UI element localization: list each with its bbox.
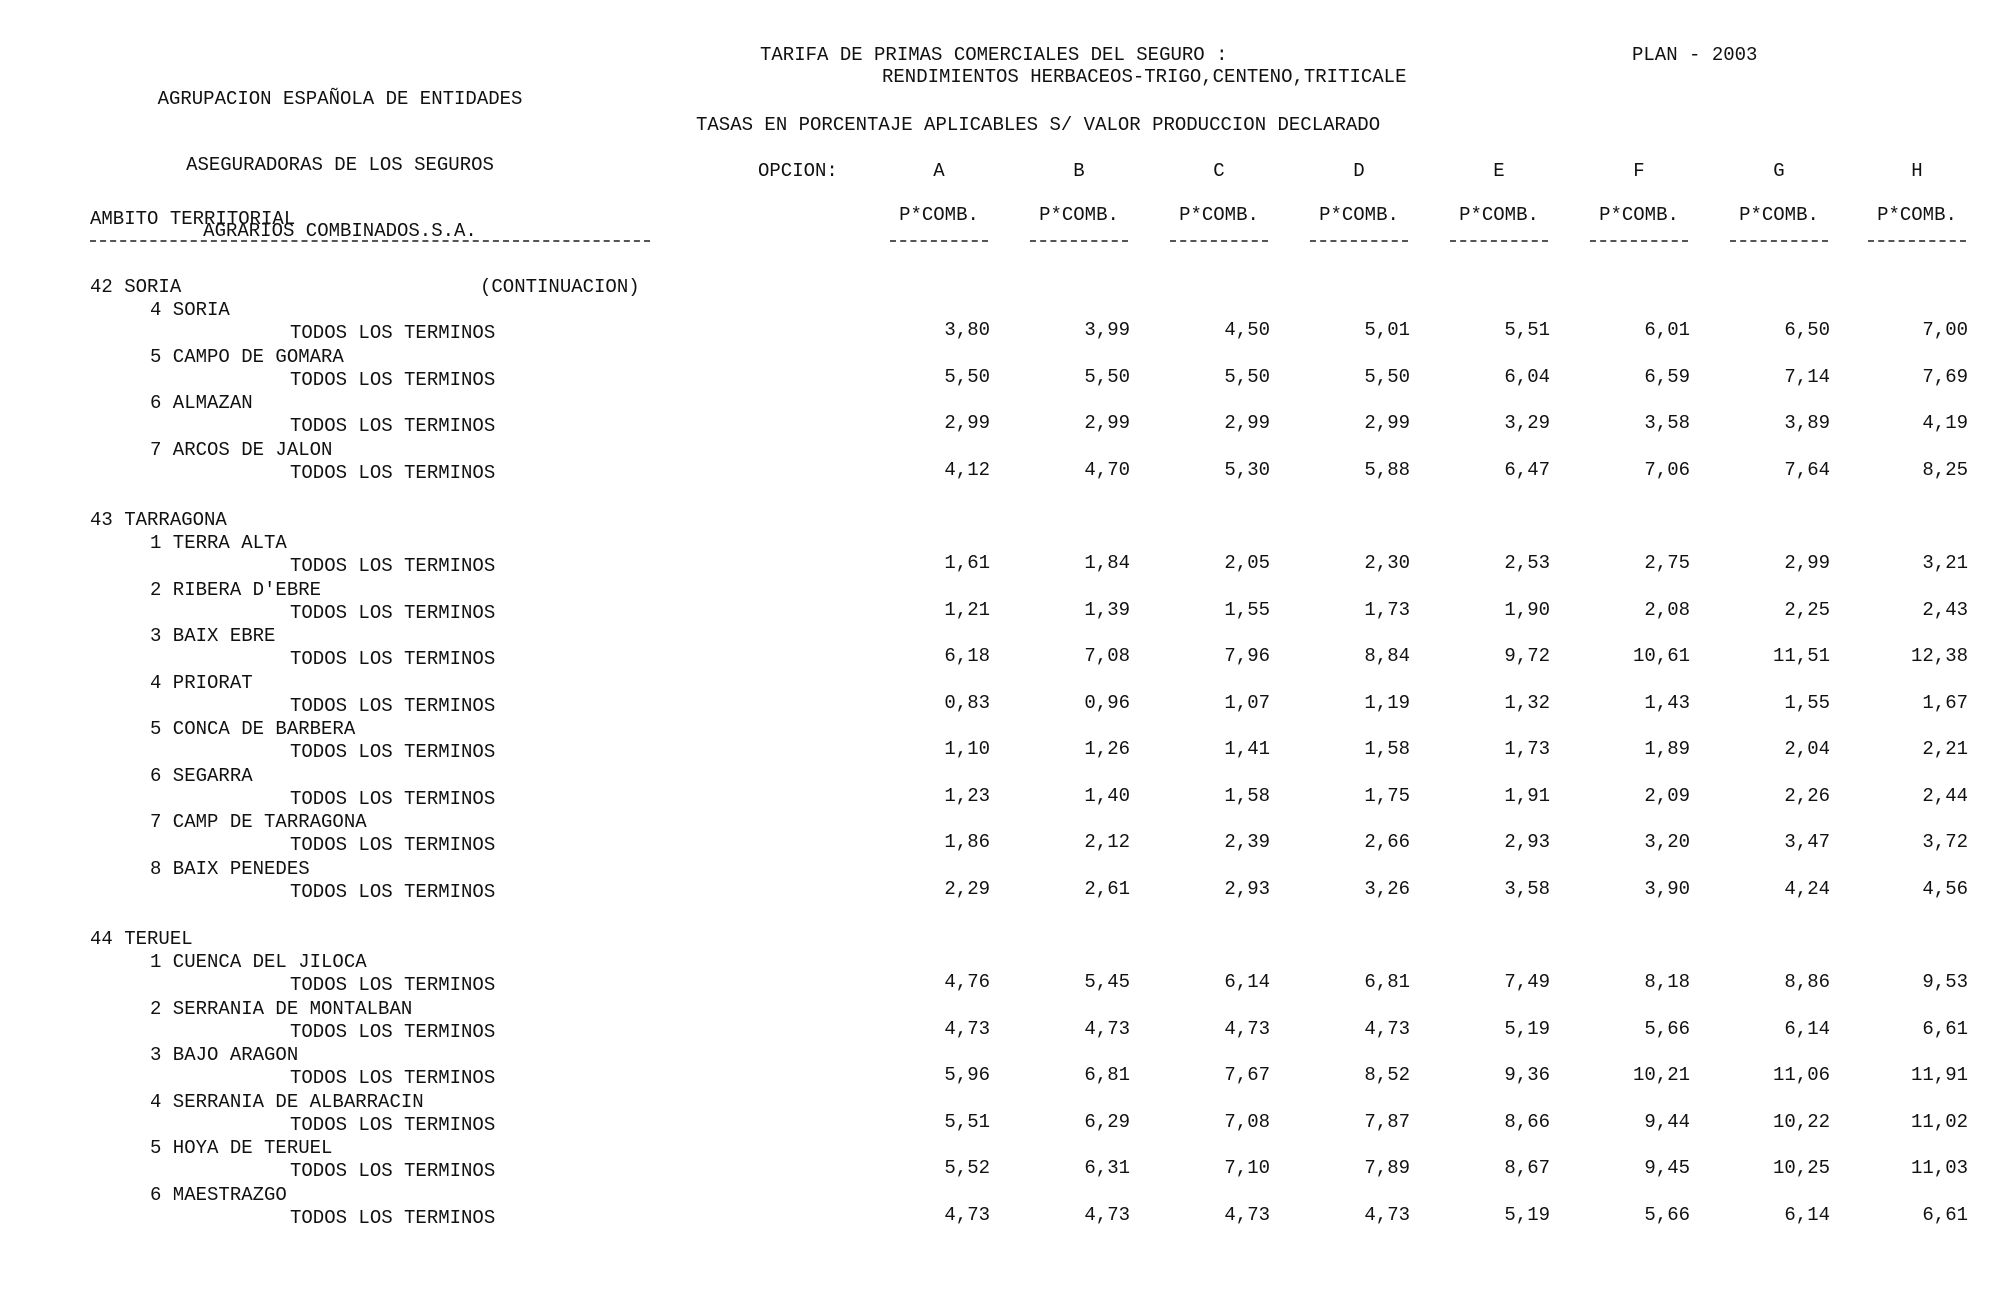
org-line-1: AGRUPACION ESPAÑOLA DE ENTIDADES xyxy=(157,88,523,110)
region-name: 3 BAIX EBRE xyxy=(150,625,276,647)
rate-cell-f: 6,01 xyxy=(1644,319,1690,341)
rate-cell-e: 3,29 xyxy=(1504,412,1550,434)
org-line-3: AGRARIOS COMBINADOS.S.A. xyxy=(203,220,477,242)
pcomb-header-b: P*COMB. xyxy=(1039,204,1119,226)
rate-cell-b: 1,26 xyxy=(1084,738,1130,760)
rate-cell-f: 1,89 xyxy=(1644,738,1690,760)
rate-cell-e: 2,53 xyxy=(1504,552,1550,574)
rate-cell-c: 4,73 xyxy=(1224,1017,1270,1040)
rate-cell-e: 3,58 xyxy=(1504,877,1550,900)
rate-cell-b: 4,73 xyxy=(1084,1203,1130,1226)
rate-cell-b: 2,61 xyxy=(1084,877,1130,900)
pcomb-header-g: P*COMB. xyxy=(1739,204,1819,226)
rate-cell-b: 1,84 xyxy=(1084,552,1130,574)
rate-cell-d: 1,73 xyxy=(1364,598,1410,621)
option-letter-c: C xyxy=(1213,160,1225,182)
rate-cell-h: 3,72 xyxy=(1922,831,1968,853)
rate-cell-h: 12,38 xyxy=(1910,645,1968,667)
rate-cell-c: 2,05 xyxy=(1224,552,1270,574)
rate-cell-g: 1,55 xyxy=(1784,691,1830,714)
opcion-label: OPCION: xyxy=(758,160,838,182)
rate-cell-a: 1,86 xyxy=(944,831,990,853)
province-heading: 44 TERUEL xyxy=(90,928,193,950)
rate-cell-e: 5,19 xyxy=(1504,1017,1550,1040)
rate-cell-f: 3,20 xyxy=(1644,831,1690,853)
pcomb-header-e: P*COMB. xyxy=(1459,204,1539,226)
rate-cell-c: 4,50 xyxy=(1224,319,1270,341)
terms-label: TODOS LOS TERMINOS xyxy=(290,322,496,344)
rate-cell-c: 2,99 xyxy=(1224,412,1270,434)
region-name: 1 TERRA ALTA xyxy=(150,532,287,554)
option-letter-e: E xyxy=(1493,160,1505,182)
rate-cell-a: 1,21 xyxy=(944,598,990,621)
rate-cell-g: 2,04 xyxy=(1784,738,1830,760)
rate-cell-b: 5,45 xyxy=(1084,971,1130,993)
rate-cell-a: 4,73 xyxy=(944,1203,990,1226)
rate-cell-c: 1,41 xyxy=(1224,738,1270,760)
pcomb-header-c: P*COMB. xyxy=(1179,204,1259,226)
rate-cell-f: 2,08 xyxy=(1644,598,1690,621)
rate-cell-g: 10,25 xyxy=(1772,1157,1830,1179)
rate-cell-h: 6,61 xyxy=(1922,1017,1968,1040)
rate-cell-f: 10,61 xyxy=(1632,645,1690,667)
terms-label: TODOS LOS TERMINOS xyxy=(290,368,496,391)
rate-cell-b: 7,08 xyxy=(1084,645,1130,667)
province-heading: 43 TARRAGONA xyxy=(90,509,227,531)
tarifa-subtitle: RENDIMIENTOS HERBACEOS-TRIGO,CENTENO,TRITICALE xyxy=(882,66,1407,88)
ambito-territorial-header: AMBITO TERRITORIAL xyxy=(90,208,296,230)
option-letter-d: D xyxy=(1353,160,1365,182)
rate-cell-d: 6,81 xyxy=(1364,971,1410,993)
region-name: 6 SEGARRA xyxy=(150,764,253,787)
rate-cell-e: 5,51 xyxy=(1504,319,1550,341)
rate-cell-d: 7,87 xyxy=(1364,1110,1410,1133)
rate-cell-c: 1,07 xyxy=(1224,691,1270,714)
pcomb-underline-f xyxy=(1590,240,1688,242)
region-name: 8 BAIX PENEDES xyxy=(150,857,310,880)
rate-cell-h: 11,02 xyxy=(1910,1110,1968,1133)
option-letter-h: H xyxy=(1911,160,1923,182)
terms-label: TODOS LOS TERMINOS xyxy=(290,415,496,437)
rate-cell-b: 3,99 xyxy=(1084,319,1130,341)
rate-cell-d: 8,84 xyxy=(1364,645,1410,667)
rate-cell-b: 2,12 xyxy=(1084,831,1130,853)
rate-cell-h: 6,61 xyxy=(1922,1203,1968,1226)
region-name: 7 CAMP DE TARRAGONA xyxy=(150,811,367,833)
rate-cell-d: 2,99 xyxy=(1364,412,1410,434)
rate-cell-f: 9,44 xyxy=(1644,1110,1690,1133)
rate-cell-f: 5,66 xyxy=(1644,1017,1690,1040)
rate-cell-c: 5,50 xyxy=(1224,365,1270,388)
rate-cell-f: 8,18 xyxy=(1644,971,1690,993)
rate-cell-d: 5,88 xyxy=(1364,458,1410,481)
rate-cell-c: 7,10 xyxy=(1224,1157,1270,1179)
rate-cell-d: 1,19 xyxy=(1364,691,1410,714)
rate-cell-f: 9,45 xyxy=(1644,1157,1690,1179)
region-name: 5 HOYA DE TERUEL xyxy=(150,1137,333,1159)
rate-cell-e: 8,66 xyxy=(1504,1110,1550,1133)
region-name: 4 SORIA xyxy=(150,299,230,321)
rate-cell-h: 4,56 xyxy=(1922,877,1968,900)
rate-cell-h: 7,00 xyxy=(1922,319,1968,341)
option-letter-b: B xyxy=(1073,160,1085,182)
rate-cell-d: 7,89 xyxy=(1364,1157,1410,1179)
terms-label: TODOS LOS TERMINOS xyxy=(290,601,496,624)
region-name: 7 ARCOS DE JALON xyxy=(150,438,333,461)
rate-cell-f: 2,75 xyxy=(1644,552,1690,574)
rate-cell-h: 11,03 xyxy=(1910,1157,1968,1179)
rate-cell-g: 3,47 xyxy=(1784,831,1830,853)
terms-label: TODOS LOS TERMINOS xyxy=(290,648,496,670)
rate-cell-c: 1,58 xyxy=(1224,784,1270,807)
rate-cell-g: 6,14 xyxy=(1784,1017,1830,1040)
region-name: 6 MAESTRAZGO xyxy=(150,1183,287,1206)
region-name: 5 CONCA DE BARBERA xyxy=(150,718,356,740)
tarifa-title: TARIFA DE PRIMAS COMERCIALES DEL SEGURO : xyxy=(760,44,1228,66)
rate-cell-a: 2,29 xyxy=(944,877,990,900)
rate-cell-c: 7,67 xyxy=(1224,1064,1270,1086)
organization-name xyxy=(90,44,590,264)
region-name: 3 BAJO ARAGON xyxy=(150,1044,299,1066)
rate-cell-f: 3,90 xyxy=(1644,877,1690,900)
pcomb-underline-b xyxy=(1030,240,1128,242)
rate-cell-d: 1,75 xyxy=(1364,784,1410,807)
rate-cell-e: 1,73 xyxy=(1504,738,1550,760)
terms-label: TODOS LOS TERMINOS xyxy=(290,1113,496,1136)
ambito-underline xyxy=(90,240,650,242)
rate-cell-a: 3,80 xyxy=(944,319,990,341)
rate-cell-g: 6,14 xyxy=(1784,1203,1830,1226)
rate-cell-f: 3,58 xyxy=(1644,412,1690,434)
rate-cell-g: 2,26 xyxy=(1784,784,1830,807)
rate-cell-b: 5,50 xyxy=(1084,365,1130,388)
rate-cell-e: 2,93 xyxy=(1504,831,1550,853)
rate-cell-f: 1,43 xyxy=(1644,691,1690,714)
rate-cell-a: 5,96 xyxy=(944,1064,990,1086)
rate-cell-c: 4,73 xyxy=(1224,1203,1270,1226)
region-name: 4 PRIORAT xyxy=(150,671,253,694)
org-line-2: ASEGURADORAS DE LOS SEGUROS xyxy=(186,154,494,176)
rate-cell-f: 7,06 xyxy=(1644,458,1690,481)
rate-cell-h: 3,21 xyxy=(1922,552,1968,574)
region-name: 6 ALMAZAN xyxy=(150,392,253,414)
pcomb-header-h: P*COMB. xyxy=(1877,204,1957,226)
region-name: 2 SERRANIA DE MONTALBAN xyxy=(150,997,413,1020)
rate-cell-c: 7,96 xyxy=(1224,645,1270,667)
rate-cell-f: 5,66 xyxy=(1644,1203,1690,1226)
rate-cell-g: 2,99 xyxy=(1784,552,1830,574)
rate-cell-e: 9,36 xyxy=(1504,1064,1550,1086)
rate-cell-b: 1,39 xyxy=(1084,598,1130,621)
province-heading: 42 SORIA xyxy=(90,276,182,298)
terms-label: TODOS LOS TERMINOS xyxy=(290,974,496,996)
rate-cell-d: 3,26 xyxy=(1364,877,1410,900)
terms-label: TODOS LOS TERMINOS xyxy=(290,1067,496,1089)
rate-cell-c: 6,14 xyxy=(1224,971,1270,993)
rate-cell-h: 8,25 xyxy=(1922,458,1968,481)
rate-cell-e: 9,72 xyxy=(1504,645,1550,667)
rate-cell-a: 4,12 xyxy=(944,458,990,481)
rate-cell-g: 6,50 xyxy=(1784,319,1830,341)
rate-cell-e: 1,90 xyxy=(1504,598,1550,621)
rate-cell-b: 6,29 xyxy=(1084,1110,1130,1133)
rate-cell-a: 6,18 xyxy=(944,645,990,667)
pcomb-underline-c xyxy=(1170,240,1268,242)
terms-label: TODOS LOS TERMINOS xyxy=(290,1160,496,1182)
rate-cell-d: 8,52 xyxy=(1364,1064,1410,1086)
pcomb-header-d: P*COMB. xyxy=(1319,204,1399,226)
rate-cell-e: 6,47 xyxy=(1504,458,1550,481)
rate-cell-b: 1,40 xyxy=(1084,784,1130,807)
rate-cell-g: 2,25 xyxy=(1784,598,1830,621)
rate-cell-e: 7,49 xyxy=(1504,971,1550,993)
region-name: 5 CAMPO DE GOMARA xyxy=(150,345,344,368)
rate-cell-h: 2,21 xyxy=(1922,738,1968,760)
terms-label: TODOS LOS TERMINOS xyxy=(290,787,496,810)
terms-label: TODOS LOS TERMINOS xyxy=(290,461,496,484)
rate-cell-a: 1,10 xyxy=(944,738,990,760)
rate-cell-g: 4,24 xyxy=(1784,877,1830,900)
terms-label: TODOS LOS TERMINOS xyxy=(290,694,496,717)
pcomb-header-f: P*COMB. xyxy=(1599,204,1679,226)
rate-cell-c: 2,39 xyxy=(1224,831,1270,853)
rate-cell-c: 5,30 xyxy=(1224,458,1270,481)
rate-cell-d: 2,30 xyxy=(1364,552,1410,574)
rate-cell-h: 9,53 xyxy=(1922,971,1968,993)
terms-label: TODOS LOS TERMINOS xyxy=(290,1020,496,1043)
rate-cell-a: 1,23 xyxy=(944,784,990,807)
rate-cell-g: 3,89 xyxy=(1784,412,1830,434)
pcomb-underline-g xyxy=(1730,240,1828,242)
rate-cell-e: 1,32 xyxy=(1504,691,1550,714)
rate-cell-c: 7,08 xyxy=(1224,1110,1270,1133)
rate-cell-b: 4,73 xyxy=(1084,1017,1130,1040)
rate-cell-a: 5,52 xyxy=(944,1157,990,1179)
rate-cell-a: 5,51 xyxy=(944,1110,990,1133)
rate-cell-d: 1,58 xyxy=(1364,738,1410,760)
rate-cell-e: 8,67 xyxy=(1504,1157,1550,1179)
rate-cell-b: 6,81 xyxy=(1084,1064,1130,1086)
rate-cell-e: 6,04 xyxy=(1504,365,1550,388)
terms-label: TODOS LOS TERMINOS xyxy=(290,880,496,903)
rate-cell-h: 7,69 xyxy=(1922,365,1968,388)
pcomb-header-a: P*COMB. xyxy=(899,204,979,226)
pcomb-underline-e xyxy=(1450,240,1548,242)
rate-cell-g: 11,06 xyxy=(1772,1064,1830,1086)
pcomb-underline-a xyxy=(890,240,988,242)
rate-cell-g: 11,51 xyxy=(1772,645,1830,667)
rate-cell-f: 10,21 xyxy=(1632,1064,1690,1086)
region-name: 2 RIBERA D'EBRE xyxy=(150,578,322,601)
plan-label: PLAN - 2003 xyxy=(1632,44,1758,66)
rate-cell-a: 4,76 xyxy=(944,971,990,993)
rate-cell-d: 2,66 xyxy=(1364,831,1410,853)
terms-label: TODOS LOS TERMINOS xyxy=(290,1206,496,1229)
rate-cell-a: 0,83 xyxy=(944,691,990,714)
option-letter-a: A xyxy=(933,160,945,182)
terms-label: TODOS LOS TERMINOS xyxy=(290,741,496,763)
rate-cell-c: 2,93 xyxy=(1224,877,1270,900)
rate-cell-g: 10,22 xyxy=(1772,1110,1830,1133)
rate-cell-a: 5,50 xyxy=(944,365,990,388)
rate-cell-b: 2,99 xyxy=(1084,412,1130,434)
rate-cell-h: 2,44 xyxy=(1922,784,1968,807)
rate-cell-d: 4,73 xyxy=(1364,1203,1410,1226)
pcomb-underline-d xyxy=(1310,240,1408,242)
rate-cell-g: 8,86 xyxy=(1784,971,1830,993)
option-letter-f: F xyxy=(1633,160,1645,182)
rate-cell-b: 4,70 xyxy=(1084,458,1130,481)
region-name: 1 CUENCA DEL JILOCA xyxy=(150,951,367,973)
rate-cell-a: 2,99 xyxy=(944,412,990,434)
rate-cell-a: 1,61 xyxy=(944,552,990,574)
pcomb-underline-h xyxy=(1868,240,1966,242)
rate-cell-e: 1,91 xyxy=(1504,784,1550,807)
terms-label: TODOS LOS TERMINOS xyxy=(290,555,496,577)
rate-cell-h: 4,19 xyxy=(1922,412,1968,434)
rate-cell-e: 5,19 xyxy=(1504,1203,1550,1226)
rates-description: TASAS EN PORCENTAJE APLICABLES S/ VALOR PRODUCCION DECLARADO xyxy=(696,114,1381,136)
rate-cell-b: 0,96 xyxy=(1084,691,1130,714)
rate-cell-b: 6,31 xyxy=(1084,1157,1130,1179)
rate-cell-a: 4,73 xyxy=(944,1017,990,1040)
rate-cell-d: 5,50 xyxy=(1364,365,1410,388)
rate-cell-d: 5,01 xyxy=(1364,319,1410,341)
terms-label: TODOS LOS TERMINOS xyxy=(290,834,496,856)
rate-cell-c: 1,55 xyxy=(1224,598,1270,621)
rate-cell-h: 11,91 xyxy=(1910,1064,1968,1086)
rate-cell-f: 2,09 xyxy=(1644,784,1690,807)
rate-cell-f: 6,59 xyxy=(1644,365,1690,388)
region-name: 4 SERRANIA DE ALBARRACIN xyxy=(150,1090,424,1113)
rate-cell-g: 7,14 xyxy=(1784,365,1830,388)
rate-cell-g: 7,64 xyxy=(1784,458,1830,481)
continuation-note: (CONTINUACION) xyxy=(480,276,640,298)
rate-cell-d: 4,73 xyxy=(1364,1017,1410,1040)
rate-cell-h: 2,43 xyxy=(1922,598,1968,621)
rate-cell-h: 1,67 xyxy=(1922,691,1968,714)
option-letter-g: G xyxy=(1773,160,1785,182)
